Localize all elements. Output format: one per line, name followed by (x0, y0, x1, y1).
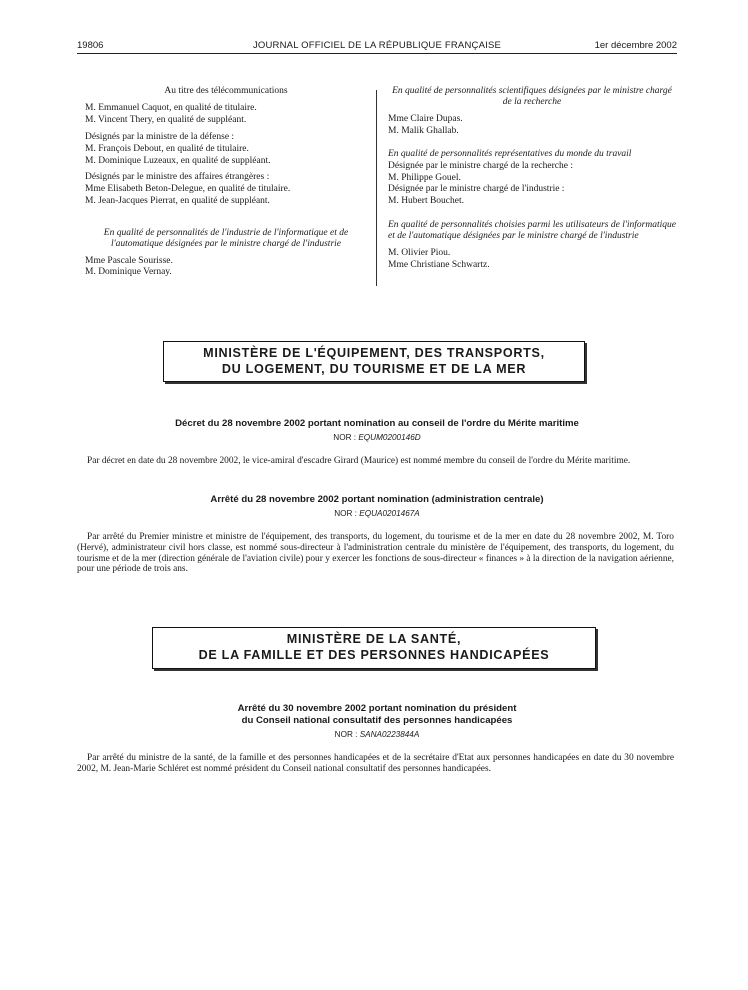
header-rule (77, 53, 677, 54)
industry-intro: Désignée par le ministre chargé de l'industrie : (388, 184, 565, 195)
science-heading: En qualité de personnalités scientifiques désignées par le ministre chargé de la recherche (392, 86, 672, 108)
column-divider (376, 90, 377, 286)
decree-body: Par arrêté du ministre de la santé, de la famille et des personnes handicapées et de la secrétaire d'Etat aux personnes handicapées en date du 30 novembre 2002, M. Jean-Marie Schléret est nommé président du Conseil national consultatif des personnes handicapées. (77, 753, 674, 774)
telecom-heading: Au titre des télécommunications (164, 86, 288, 96)
ministry-title-line: DE LA FAMILLE ET DES PERSONNES HANDICAPÉES (198, 647, 550, 662)
nor-label: NOR : (334, 730, 358, 739)
member-line: M. Hubert Bouchet. (388, 196, 464, 207)
ministry-equipement-box (163, 341, 585, 382)
journal-title: JOURNAL OFFICIEL DE LA RÉPUBLIQUE FRANÇAISE (252, 40, 502, 51)
nor-reference (77, 730, 677, 739)
ministry-title-line: DU LOGEMENT, DU TOURISME ET DE LA MER (221, 361, 527, 376)
issue-date: 1er décembre 2002 (594, 40, 677, 51)
decree-title-line: Arrêté du 30 novembre 2002 portant nomination du président (237, 703, 517, 714)
nor-reference (77, 509, 677, 518)
decree-title: Décret du 28 novembre 2002 portant nomination au conseil de l'ordre du Mérite maritime (175, 418, 579, 429)
member-line: M. Emmanuel Caquot, en qualité de titulaire. (85, 103, 257, 114)
right-column (388, 86, 676, 271)
nor-code: EQUA0201467A (359, 509, 420, 518)
ministry-sante-box (152, 627, 596, 669)
member-line: Mme Pascale Sourisse. (85, 255, 173, 266)
member-line: Mme Claire Dupas. (388, 113, 463, 124)
nor-code: SANA0223844A (359, 730, 420, 739)
decree-title-line: du Conseil national consultatif des personnes handicapées (241, 714, 513, 726)
member-line: M. Dominique Vernay. (85, 267, 172, 278)
member-line: Mme Christiane Schwartz. (388, 259, 490, 270)
defense-intro: Désignés par la ministre de la défense : (85, 132, 235, 142)
decree-title: Arrêté du 28 novembre 2002 portant nomination (administration centrale) (210, 494, 544, 505)
member-line: M. François Debout, en qualité de titulaire. (85, 143, 249, 154)
foreign-intro: Désignés par le ministre des affaires étrangères : (85, 172, 270, 183)
nor-label: NOR : (334, 509, 357, 518)
member-line: M. Malik Ghallab. (388, 125, 459, 136)
decree-body: Par décret en date du 28 novembre 2002, le vice-amiral d'escadre Girard (Maurice) est nommé membre du conseil de l'ordre du Mérite maritime. (87, 456, 631, 466)
page-header (77, 40, 677, 54)
research-intro: Désignée par le ministre chargé de la recherche : (388, 160, 573, 171)
page-number: 19806 (77, 40, 104, 51)
ministry-title-line: MINISTÈRE DE LA SANTÉ, (286, 632, 462, 646)
nor-reference (77, 433, 677, 442)
users-heading: En qualité de personnalités choisies parmi les utilisateurs de l'informatique et de l'automatique désignées par le ministre chargé de l'industrie (388, 220, 676, 242)
member-line: M. Dominique Luzeaux, en qualité de suppléant. (85, 155, 271, 166)
nor-label: NOR : (333, 433, 357, 442)
ministry-title-line: MINISTÈRE DE L'ÉQUIPEMENT, DES TRANSPORTS, (203, 346, 545, 360)
nor-code: EQUM0200146D (358, 433, 421, 442)
industry-heading: En qualité de personnalités de l'industrie de l'informatique et de l'automatique désignées par le ministre chargé de l'industrie (103, 227, 349, 250)
member-line: M. Philippe Gouel. (388, 172, 461, 183)
decree-title (77, 703, 677, 726)
member-line: M. Olivier Piou. (388, 247, 451, 258)
member-line: M. Jean-Jacques Pierrat, en qualité de suppléant. (85, 195, 270, 206)
member-line: M. Vincent Thery, en qualité de suppléant. (85, 115, 247, 126)
decree-body: Par arrêté du Premier ministre et ministre de l'équipement, des transports, du logement, du tourisme et de la mer en date du 28 novembre 2002, M. Toro (Hervé), administrateur civil hors classe, est nommé sous-directeur à l'administration centrale du ministère de l'équipement, des transports, du logement, du tourisme et de la mer (direction générale de l'aviation civile) pour y exercer les fonctions de sous-directeur « finances » à la direction de la navigation aérienne, pour une période de trois ans. (77, 532, 675, 575)
left-column (85, 86, 367, 279)
member-line: Mme Elisabeth Beton-Delegue, en qualité de titulaire. (85, 184, 291, 195)
work-heading: En qualité de personnalités représentatives du monde du travail (388, 149, 632, 160)
